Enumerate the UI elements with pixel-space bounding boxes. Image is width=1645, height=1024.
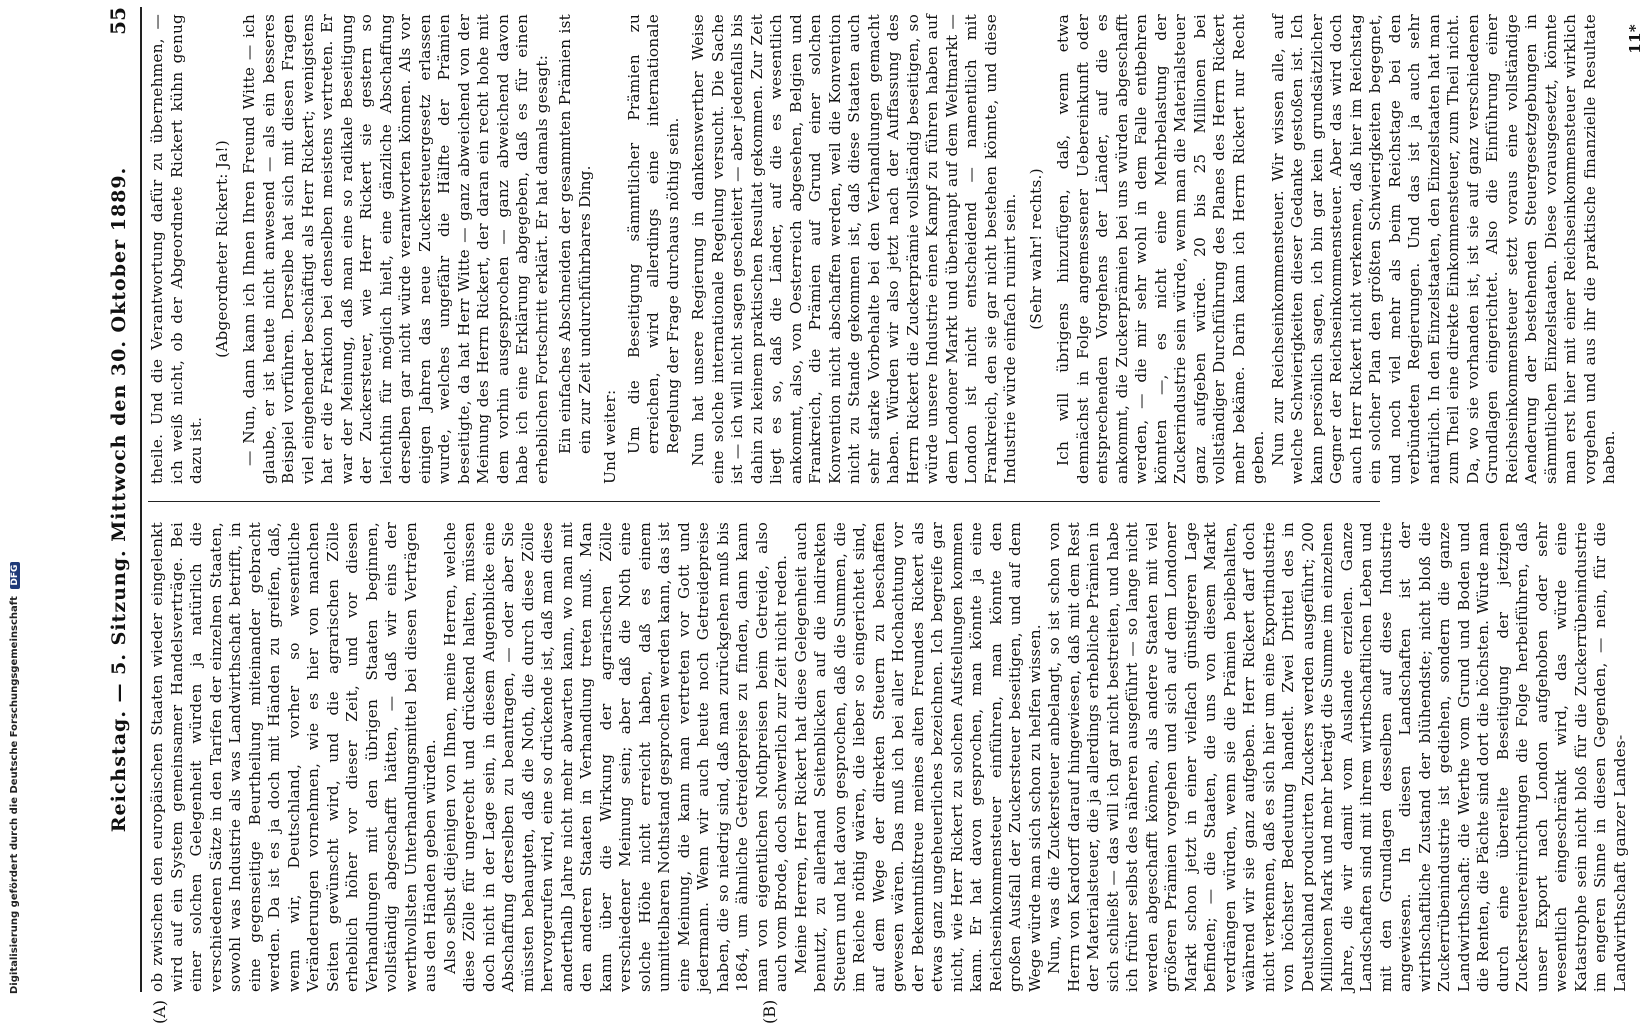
paragraph: Und weiter: — [601, 14, 621, 484]
footer-credit — [9, 562, 20, 994]
dfg-logo-icon: DFG — [10, 562, 20, 589]
interjection: (Abgeordneter Rickert: Ja!) — [213, 14, 233, 484]
rotated-page-content — [100, 7, 1390, 992]
paragraph: Nun zur Reichseinkommensteuer. Wir wissen alle, auf welche Schwierigkeiten dieser Gedanke gestoßen ist. Ich kann persönlich sagen, ich bin gar kein grundsätzlicher Gegner der Reichseinkommensteuer. Aber das wird doch auch Herr Rickert nicht verkennen, daß hier im Reichstag ein solcher Plan den größten Schwierigkeiten begegnet, und noch viel mehr als beim Reichstage bei den verbündeten Regierungen. Und das ist ja auch sehr natürlich. In den Einzelstaaten, den Einzelstaaten hat man zum Theil eine direkte Einkommensteuer, zum Theil nicht. Da, wo sie vorhanden ist, ist sie auf ganz verschiedenen Grundlagen eingerichtet. Also die Einführung einer Reichseinkommensteuer setzt voraus eine vollständige Aenderung der bestehenden Steuergesetzgebungen in sämmtlichen Einzelstaaten. Diese vorausgesetzt, könnte man erst hier mit einer Reichseinkommensteuer wirklich vorgehen und aus ihr die praktische finanzielle Resultate haben. — [1269, 14, 1620, 484]
signature-mark: 11* — [1626, 24, 1645, 484]
column-divider — [148, 501, 1380, 502]
footer-strip — [0, 0, 22, 1000]
quotation: Ein einfaches Abschneiden der gesammten Prämien ist ein zur Zeit undurchführbares Ding. — [556, 14, 595, 454]
right-column — [148, 14, 1380, 484]
paragraph: Nun, was die Zuckersteuer anbelangt, so ist schon von Herrn von Kardorff darauf hingewiesen, daß mit dem Rest der Materialsteuer, die ja allerdings erhebliche Prämien in sich schließt — das will ich gar nicht bestreiten, und habe ich früher selbst des näheren ausgeführt — so lange nicht werden abgeschafft können, als andere Staaten mit viel größeren Prämien vorgehen und sich auf dem Londoner Markt schon jetzt in einer vielfach günstigeren Lage befinden; — die Staaten, die uns von diesem Markt verdrängen würden, wenn sie die Prämien beibehalten, während wir sie ganz aufgeben. Herr Rickert darf doch nicht verkennen, daß es sich hier um eine Exportindustrie von höchster Bedeutung handelt. Zwei Drittel des in Deutschland producirten Zuckers werden ausgeführt; 200 Millionen Mark und mehr beträgt die Summe im einzelnen Jahre, die wir damit vom Auslande erzielen. Ganze Landschaften sind mit ihrem wirthschaftlichen Leben und mit den Grundlagen desselben auf diese Industrie angewiesen. In diesen Landschaften ist der wirthschaftliche Zustand der blühendste; nicht bloß die Zuckerrübenindustrie ist gediehen, sondern die ganze Landwirthschaft: die Werthe vom Grund und Boden und die Renten, die Pächte sind dort die höchsten. Würde man durch eine übereilte Beseitigung der jetzigen Zuckersteuereinrichtungen die Folge herbeiführen, daß unser Export nach London aufgehoben oder sehr wesentlich eingeschränkt wird, das würde eine Katastrophe sein nicht bloß für die Zuckerrübenindustrie im engeren Sinne in diesen Gegenden, — nein, für die Landwirthschaft ganzer Landes- — [1045, 522, 1630, 992]
margin-mark-b: (B) — [760, 1000, 779, 1024]
running-head: Reichstag. — 5. Sitzung. Mittwoch den 30. Oktober 1889. — [108, 67, 130, 932]
paragraph: theile. Und die Verantwortung dafür zu übernehmen, — ich weiß nicht, ob der Abgeordnete Rickert kühn genug dazu ist. — [148, 14, 207, 484]
page-number: 55 — [106, 7, 130, 35]
footer-credit-text: Digitalisierung gefördert durch die Deutsche Forschungsgemeinschaft — [9, 596, 20, 994]
paragraph: Also selbst diejenigen von Ihnen, meine Herren, welche diese Zölle für ungerecht und drückend halten, müssen doch nicht in der Lage sein, in diesem Augenblicke eine Abschaffung derselben zu beantragen, — oder aber Sie müssten behaupten, daß die Noth, die durch diese Zölle hervorgerufen wird, eine so drückende ist, daß man diese anderthalb Jahre nicht mehr abwarten kann, wo man mit den anderen Staaten in Verhandlung treten muß. Man kann über die Wirkung der agrarischen Zölle verschiedener Meinung sein; aber daß die Noth eine solche Höhe nicht erreicht haben, daß es einem unmittelbaren Nothstand gesprochen werden kann, das ist eine Meinung, die kann man vertreten vor Gott und jedermann. Wenn wir auch heute noch Getreidepreise haben, die so niedrig sind, daß man zurückgehen muß bis 1864, um ähnliche Getreidepreise zu finden, dann kann man von eigentlichen Nothpreisen beim Getreide, also auch vom Brode, doch schwerlich zur Zeit nicht reden. — [441, 522, 792, 992]
paragraph: Nun hat unsere Regierung in dankenswerther Weise eine solche internationale Regelung versucht. Die Sache ist — ich will nicht sagen gescheitert — aber jedenfalls bis dahin zu keinem praktischen Resultat gekommen. Zur Zeit liegt es so, daß die Länder, auf die es wesentlich ankommt, also, von Oesterreich abgesehen, Belgien und Frankreich, die Prämien auf Grund einer solchen Konvention nicht abschaffen werden, weil die Konvention nicht zu Stande gekommen ist, daß diese Staaten auch sehr starke Vorbehalte bei den Verhandlungen gemacht haben. Würden wir also jetzt nach der Auffassung des Herrn Rickert die Zuckerprämie vollständig beseitigen, so würde unsere Industrie einen Kampf zu führen haben auf dem Londoner Markt und überhaupt auf dem Weltmarkt — London ist nicht entscheidend — namentlich mit Frankreich, den sie gar nicht bestehen könnte, und diese Industrie würde einfach ruinirt sein. — [689, 14, 1021, 484]
quotation: Um die Beseitigung sämmtlicher Prämien zu erreichen, wird allerdings eine internationale Regelung der Frage durchaus nöthig sein. — [625, 14, 684, 454]
paragraph: Ich will übrigens hinzufügen, daß, wenn etwa demnächst in Folge angemessener Uebereinkunft oder entsprechenden Vorgehens der Länder, auf die es ankommt, die Zuckerprämien bei uns würden abgeschafft werden, — die mir sehr wohl in dem Falle entbehren könnten —, es nicht eine Mehrbelastung der Zuckerindustrie sein würde, wenn man die Materialsteuer ganz aufgeben würde. 20 bis 25 Millionen bei vollständiger Durchführung des Planes des Herrn Rickert mehr bekäme. Darin kann ich Herrn Rickert nur Recht geben. — [1054, 14, 1269, 484]
margin-mark-a: (A) — [150, 1000, 169, 1024]
interjection: (Sehr wahr! rechts.) — [1027, 14, 1047, 484]
paragraph: Meine Herren, Herr Rickert hat diese Gelegenheit auch benutzt, zu allerhand Seitenblicken auf die indirekten Steuern und hat davon gesprochen, daß die Summen, die im Reiche nöthig wären, die lieber so eingerichtet sind, auf dem Wege der direkten Steuern zu beschaffen gewesen wären. Das muß ich bei aller Hochachtung vor der Bekenntnißtreue meines alten Freundes Rickert als etwas ganz ungeheuerliches bezeichnen. Ich begreife gar nicht, wie Herr Rickert zu solchen Aufstellungen kommen kann. Er hat davon gesprochen, man könnte ja eine Reichseinkommensteuer einführen, man könnte den großen Ausfall der Zuckersteuer beseitigen, und auf dem Wege würde man sich schon zu helfen wissen. — [792, 522, 1046, 992]
page-header — [100, 7, 142, 992]
paragraph: — Nun, dann kann ich Ihnen Ihren Freund Witte — ich glaube, er ist heute nicht anwesend — als ein besseres Beispiel vorführen. Derselbe hat sich mit diesen Fragen viel eingehender beschäftigt als Herr Rickert; wenigstens hat er die Fraktion bei denselben meistens vertreten. Er war der Meinung, daß man eine so radikale Beseitigung der Zuckersteuer, wie Herr Rickert sie gestern so leichthin für möglich hielt, eine gänzliche Abschaffung derselben gar nicht würde verantworten können. Als vor einigen Jahren das neue Zuckersteuergesetz erlassen wurde, welches ungefähr die Hälfte der Prämien beseitigte, da hat Herr Witte — ganz abweichend von der Meinung des Herrn Rickert, der daran ein recht hohe mit dem vorhin ausgesprochen — ganz abweichend davon habe ich eine Erklärung abgegeben, daß es für einen erheblichen Fortschritt erklärt. Er hat damals gesagt: — [240, 14, 552, 484]
left-column — [148, 522, 1380, 992]
paragraph: ob zwischen den europäischen Staaten wieder eingelenkt wird auf ein System gemeinsamer Handelsverträge. Bei einer solchen Gelegenheit würden ja natürlich die verschiedenen Sätze in den Tarifen der einzelnen Staaten, sowohl was Industrie als was Landwirthschaft betrifft, in eine gegenseitige Beurtheilung miteinander gebracht werden. Da ist es ja doch mit Händen zu greifen, daß, wenn wir, Deutschland, vorher so wesentliche Veränderungen vornehmen, wie es hier von manchen Seiten gewünscht wird, und die agrarischen Zölle erheblich höher vor dieser Zeit, und vor diesen Verhandlungen mit den übrigen Staaten beginnen, vollständig abgeschafft hätten, — daß wir eins der werthvollsten Unterhandlungsmittel bei diesen Verträgen aus den Händen geben würden. — [148, 522, 441, 992]
